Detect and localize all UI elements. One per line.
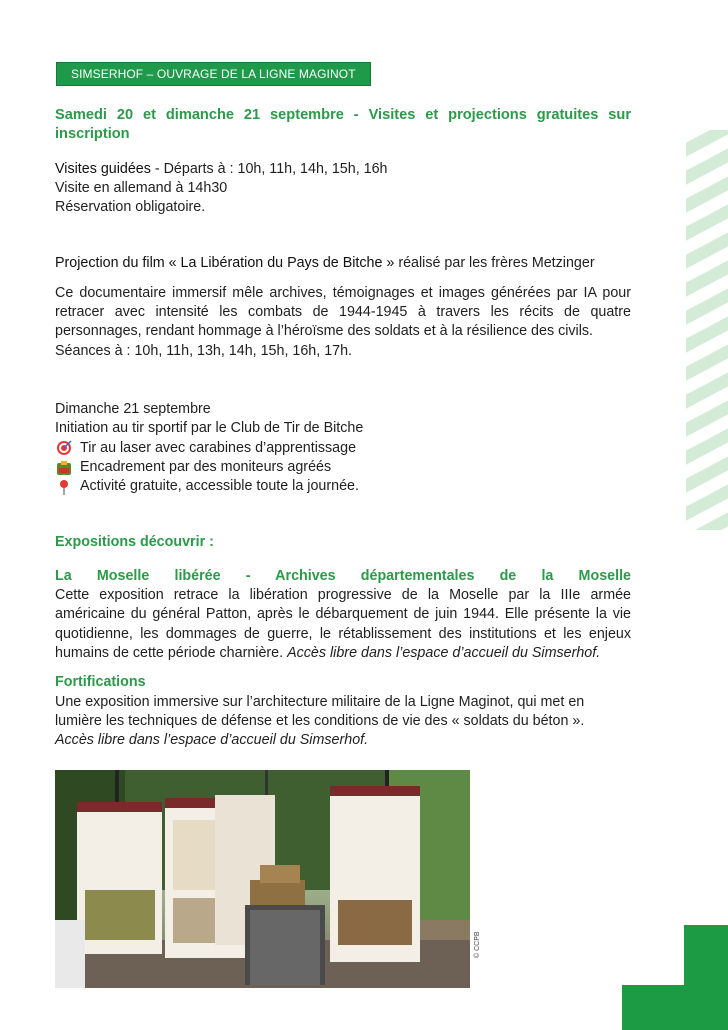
expo-fort-title: Fortifications: [55, 674, 146, 691]
photo-credit: © CCPB: [474, 931, 481, 958]
section-banner: SIMSERHOF – OUVRAGE DE LA LIGNE MAGINOT: [56, 62, 371, 86]
visits-block: [55, 160, 631, 218]
expo-moselle-access: Accès libre dans l’espace d’accueil du Simserhof.: [287, 644, 601, 661]
page-content: [55, 106, 631, 750]
sunday-title: Initiation au tir sportif par le Club de Tir de Bitche: [55, 420, 364, 437]
sunday-block: [55, 400, 631, 496]
list-item: [55, 477, 631, 496]
visits-german: Visite en allemand à 14h30: [55, 179, 228, 196]
expo-moselle-text: [55, 586, 631, 663]
main-heading: Samedi 20 et dimanche 21 septembre - Visites et projections gratuites sur inscription: [55, 107, 631, 143]
instructor-icon: [55, 459, 72, 476]
exhibition-photo: [55, 770, 470, 988]
visits-reservation: Réservation obligatoire.: [55, 199, 206, 216]
decorative-stripes: [686, 130, 728, 530]
visits-label: Visites guidées: [55, 160, 151, 177]
expo-moselle-title: La Moselle libérée - Archives départementales de la Moselle: [55, 567, 631, 584]
pin-icon: [55, 478, 72, 495]
corner-decoration: [622, 985, 684, 1030]
target-icon: [55, 440, 72, 457]
list-item: [55, 458, 631, 477]
list-item: [55, 439, 631, 458]
list-item-text: Encadrement par des moniteurs agréés: [80, 458, 332, 475]
film-credit: réalisé par les frères Metzinger: [394, 255, 595, 272]
expo-heading: Expositions découvrir :: [55, 534, 214, 551]
expo-fort-access: Accès libre dans l’espace d’accueil du Simserhof.: [55, 732, 369, 749]
sunday-date: Dimanche 21 septembre: [55, 400, 211, 417]
visits-times: - Départs à : 10h, 11h, 14h, 15h, 16h: [150, 160, 388, 177]
list-item-text: Tir au laser avec carabines d’apprentissage: [80, 439, 357, 456]
film-title: Projection du film « La Libération du Pays de Bitche »: [55, 255, 395, 272]
film-sessions: Séances à : 10h, 11h, 13h, 14h, 15h, 16h, 17h.: [55, 342, 353, 359]
list-item-text: Activité gratuite, accessible toute la journée.: [80, 478, 359, 495]
corner-decoration: [684, 925, 728, 1030]
film-description: Ce documentaire immersif mêle archives, témoignages et images générées par IA pour retracer avec intensité les combats de 1944-1945 à travers les récits de quatre personnages, rendant hommage à l’héroïsme des soldats et à la résilience des civils.: [55, 284, 631, 340]
expo-block: [55, 533, 631, 750]
expo-moselle-description: Cette exposition retrace la libération progressive de la Moselle par la IIIe armée américaine du général Patton, après le débarquement de juin 1944. Elle présente la vie quotidienne, les dommages de guerre, le rétablissement des institutions et les enjeux humains de cette période charnière.: [55, 587, 631, 661]
film-block: [55, 254, 631, 360]
expo-fort-text: Une exposition immersive sur l’architecture militaire de la Ligne Maginot, qui met en lumière les techniques de défense et les conditions de vie des « soldats du béton ».: [55, 693, 585, 729]
